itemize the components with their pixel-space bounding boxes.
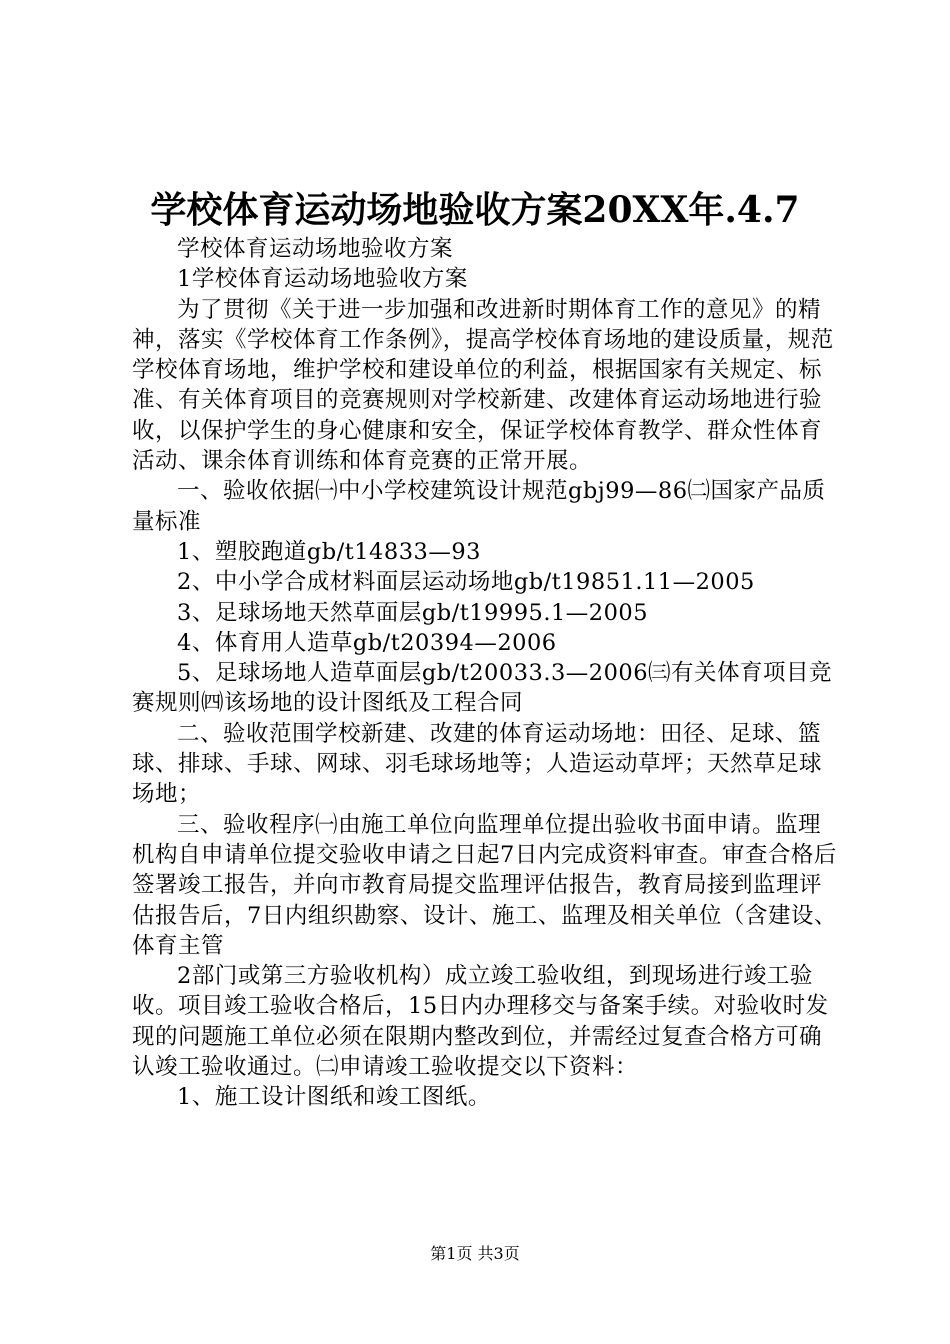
document-title: 学校体育运动场地验收方案20XX年.4.7 [150,189,800,231]
document-body [132,234,842,1113]
list-item: 4、体育用人造草gb/t20394—2006 [177,629,557,656]
list-item: 3、足球场地天然草面层gb/t19995.1—2005 [177,599,649,626]
paragraph-heading: 1学校体育运动场地验收方案 [177,266,468,293]
list-item: 1、塑胶跑道gb/t14833—93 [177,538,481,565]
page-footer: 第1页 共3页 [430,1244,520,1263]
paragraph-procedure-cont: 2部门或第三方验收机构）成立竣工验收组，到现场进行竣工验收。项目竣工验收合格后，15日内办理移交与备案手续。对验收时发现的问题施工单位必须在限期内整改到位，并需经过复查合格方可确认竣工验收通过。㈡申请竣工验收提交以下资料： [132,963,829,1081]
paragraph-procedure: 三、验收程序㈠由施工单位向监理单位提出验收书面申请。监理机构自申请单位提交验收申请之日起7日内完成资料审查。审查合格后签署竣工报告，并向市教育局提交监理评估报告，教育局接到监理评估报告后，7日内组织勘察、设计、施工、监理及相关单位（含建设、体育主管 [132,811,837,959]
paragraph-subtitle: 学校体育运动场地验收方案 [177,236,454,262]
paragraph-scope: 二、验收范围学校新建、改建的体育运动场地：田径、足球、篮球、排球、手球、网球、羽毛球场地等；人造运动草坪；天然草足球场地； [132,720,823,808]
paragraph-intro: 为了贯彻《关于进一步加强和改进新时期体育工作的意见》的精神，落实《学校体育工作条例》，提高学校体育场地的建设质量，规范学校体育场地，维护学校和建设单位的利益，根据国家有关规定、标准、有关体育项目的竞赛规则对学校新建、改建体育运动场地进行验收，以保护学生的身心健康和安全，保证学校体育教学、群众性体育活动、课余体育训练和体育竞赛的正常开展。 [132,296,834,475]
list-item: 5、足球场地人造草面层gb/t20033.3—2006㈢有关体育项目竞赛规则㈣该场地的设计图纸及工程合同 [132,660,833,717]
paragraph-basis: 一、验收依据㈠中小学校建筑设计规范gbj99—86㈡国家产品质量标准 [132,478,826,535]
list-item: 1、施工设计图纸和竣工图纸。 [177,1084,491,1111]
list-item: 2、中小学合成材料面层运动场地gb/t19851.11—2005 [177,569,755,596]
